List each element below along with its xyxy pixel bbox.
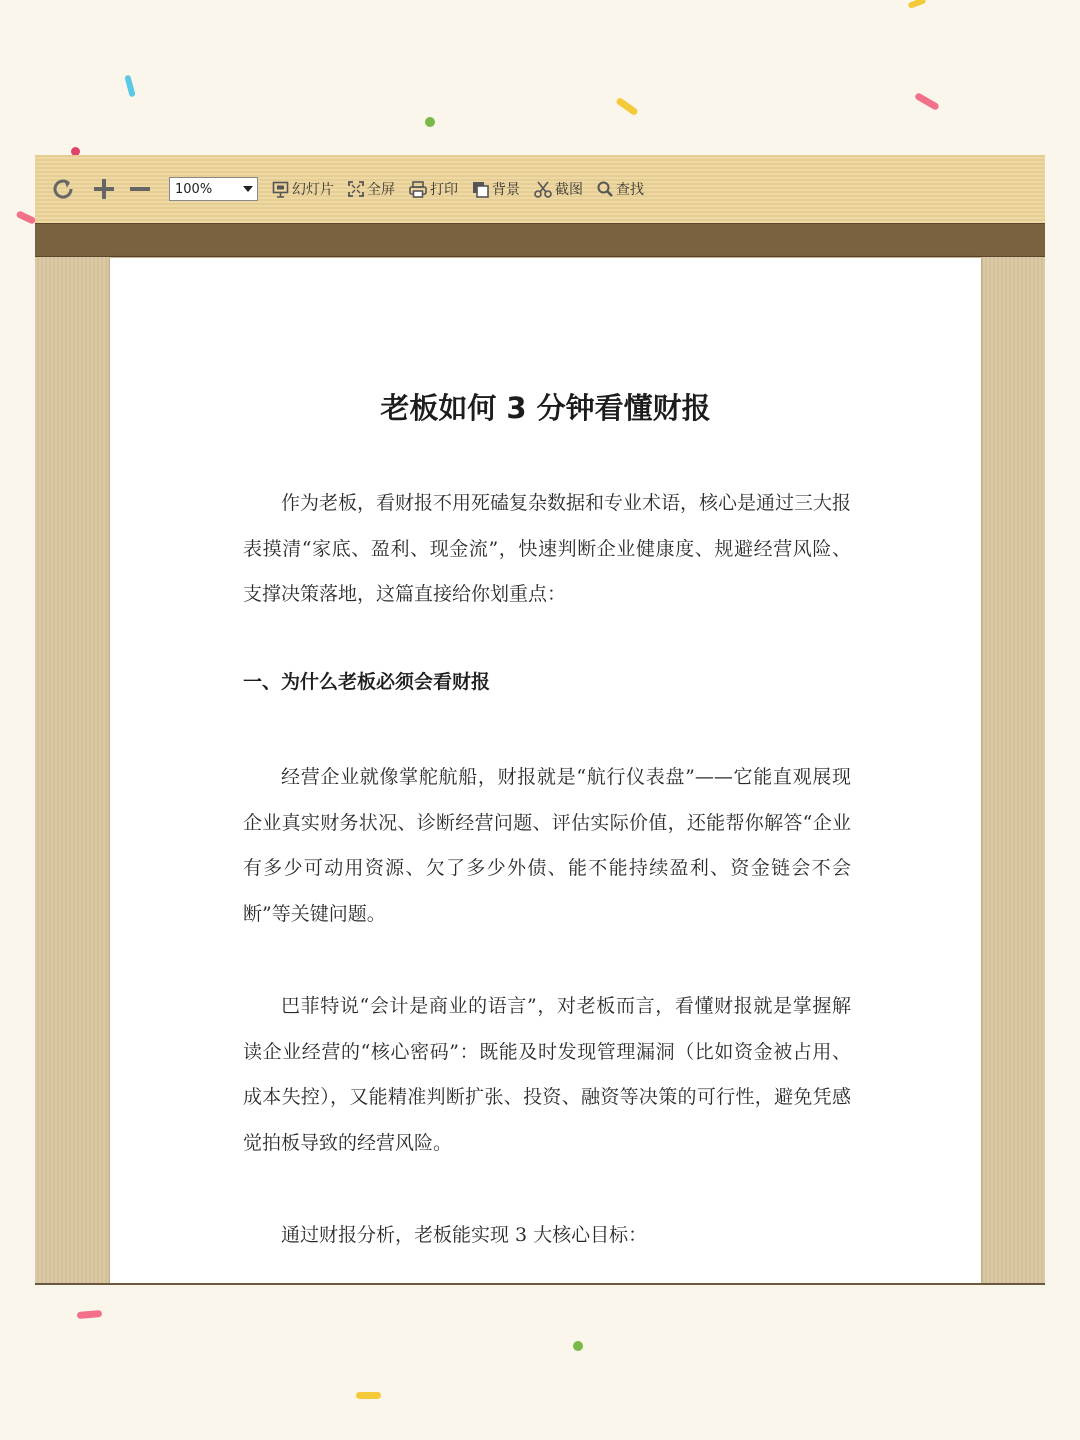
screenshot-button[interactable]	[534, 179, 583, 199]
confetti	[124, 75, 135, 98]
section-heading: 一、为什么老板必须会看财报	[243, 671, 491, 693]
confetti	[77, 1310, 103, 1319]
fullscreen-label: 全屏	[367, 182, 395, 198]
toolbar-separator	[35, 223, 1045, 257]
document-page	[110, 258, 981, 1285]
background-icon	[472, 181, 489, 198]
fullscreen-icon	[348, 181, 364, 197]
find-button[interactable]	[597, 179, 644, 199]
fullscreen-button[interactable]	[348, 179, 395, 199]
confetti	[908, 0, 927, 9]
document-reader	[35, 155, 1045, 1285]
confetti	[914, 92, 940, 111]
zoom-value: 100%	[175, 181, 213, 197]
slideshow-icon	[272, 181, 289, 198]
page-title: 老板如何 3 分钟看懂财报	[380, 391, 711, 425]
background-label: 背景	[492, 182, 520, 198]
confetti-dot	[425, 117, 435, 127]
body-paragraph: 巴菲特说“会计是商业的语言”，对老板而言，看懂财报就是掌握解读企业经营的“核心密码”：既能及时发现管理漏洞（比如资金被占用、成本失控），又能精准判断扩张、投资、融资等决策的可行性，避免凭感觉拍板导致的经营风险。	[243, 995, 851, 1155]
confetti	[15, 210, 36, 225]
printer-icon	[409, 181, 427, 198]
intro-paragraph: 作为老板，看财报不用死磕复杂数据和专业术语，核心是通过三大报表摸清“家底、盈利、现金流”，快速判断企业健康度、规避经营风险、支撑决策落地，这篇直接给你划重点：	[243, 492, 852, 606]
confetti-dot	[573, 1341, 583, 1351]
zoom-select[interactable]	[169, 177, 258, 201]
print-label: 打印	[430, 182, 458, 198]
slideshow-label: 幻灯片	[292, 182, 334, 198]
zoom-in-icon[interactable]	[91, 174, 117, 204]
dropdown-arrow-icon	[243, 186, 253, 192]
zoom-out-icon[interactable]	[127, 174, 153, 204]
refresh-icon[interactable]	[49, 174, 77, 204]
body-paragraph: 经营企业就像掌舵航船，财报就是“航行仪表盘”——它能直观展现企业真实财务状况、诊断经营问题、评估实际价值，还能帮你解答“企业有多少可动用资源、欠了多少外债、能不能持续盈利、资金链会不会断”等关键问题。	[243, 766, 851, 926]
search-icon	[597, 181, 613, 197]
confetti	[356, 1392, 381, 1399]
body-paragraph: 通过财报分析，老板能实现 3 大核心目标：	[281, 1224, 648, 1246]
slideshow-button[interactable]	[272, 179, 334, 199]
background-button[interactable]	[472, 179, 520, 199]
confetti	[615, 97, 639, 116]
reader-toolbar	[35, 155, 1045, 223]
screenshot-label: 截图	[555, 182, 583, 198]
print-button[interactable]	[409, 179, 458, 199]
find-label: 查找	[616, 182, 644, 198]
scissors-icon	[534, 181, 552, 198]
